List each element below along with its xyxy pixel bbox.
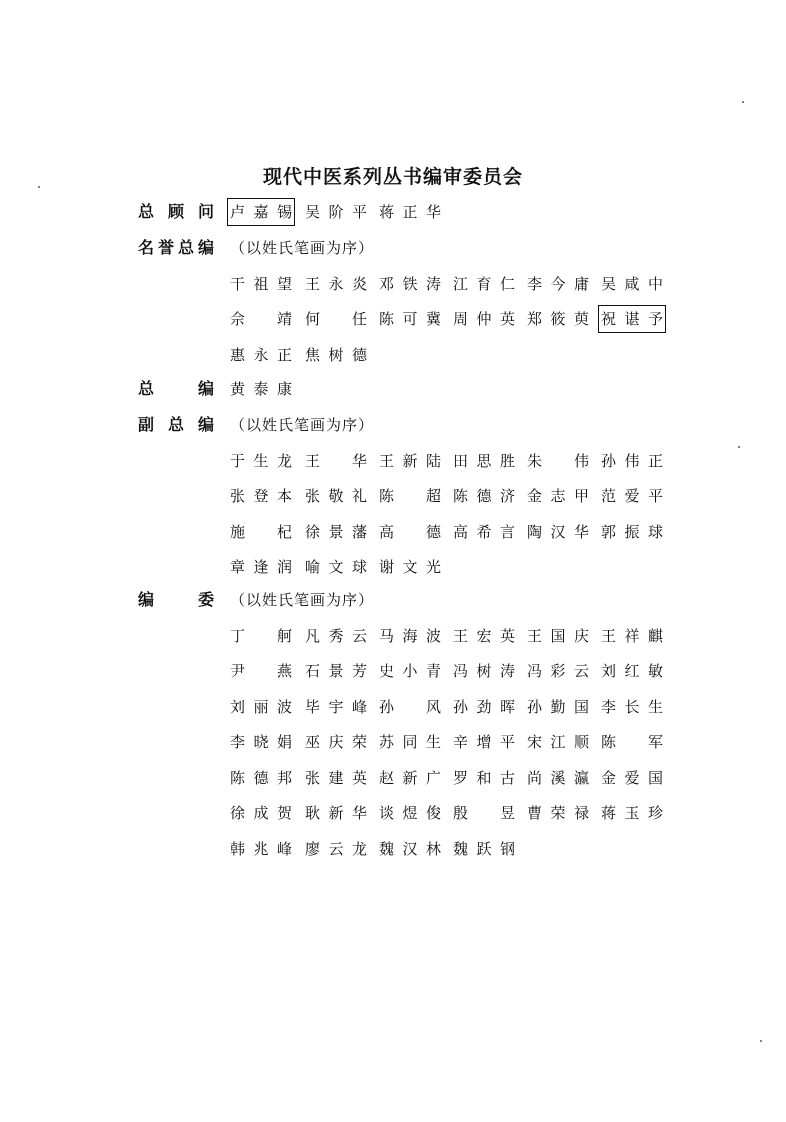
- member-name: 郭 振 球: [601, 522, 663, 541]
- member-name: 喻 文 球: [305, 558, 367, 576]
- member-name: 廖 云 龙: [305, 839, 367, 858]
- member-name: 陈 可 冀: [379, 310, 441, 328]
- member-name: 高 希 言: [453, 522, 515, 541]
- member-name: 马 海 波: [379, 626, 441, 645]
- member-name: 殷 昱: [453, 804, 515, 822]
- member-name: 冯 树 涛: [453, 662, 515, 680]
- member-name: 蒋 正 华: [379, 203, 441, 221]
- member-name: 徐 成 贺: [230, 804, 292, 822]
- member-name: 韩 兆 峰: [230, 839, 292, 858]
- member-name: 尚 溪 瀛: [527, 768, 589, 787]
- section-role: 总 顾 问: [138, 202, 214, 221]
- member-name: 丁 舸: [230, 626, 292, 645]
- member-name: 谈 煜 俊: [379, 804, 441, 822]
- section-note: （以姓氏笔画为序）: [230, 239, 375, 257]
- member-name: 毕 宇 峰: [305, 697, 367, 716]
- member-name: 耿 新 华: [305, 804, 367, 822]
- member-name: 黄 泰 康: [230, 380, 292, 398]
- member-name: 王 华: [305, 451, 367, 470]
- member-name: 吴 咸 中: [601, 274, 663, 293]
- member-name: 凡 秀 云: [305, 626, 367, 645]
- member-name: 辛 增 平: [453, 733, 515, 751]
- section-note: （以姓氏笔画为序）: [230, 591, 375, 609]
- section-role: 副 总 编: [138, 415, 214, 434]
- member-name: 李 晓 娟: [230, 733, 292, 751]
- page-title: 现代中医系列丛书编审委员会: [262, 166, 523, 188]
- member-name: 孙 风: [379, 697, 441, 716]
- member-name: 周 仲 英: [453, 310, 515, 328]
- member-name: 吴 阶 平: [305, 203, 367, 221]
- member-name: 范 爱 平: [601, 487, 663, 505]
- member-name: 张 敬 礼: [305, 487, 367, 505]
- member-name: 罗 和 古: [453, 768, 515, 787]
- member-name: 宋 江 顺: [527, 733, 589, 751]
- member-name: 徐 景 藩: [305, 522, 367, 541]
- member-name: 卢 嘉 锡: [230, 203, 292, 221]
- member-name: 陶 汉 华: [527, 522, 589, 541]
- section-role: 编 委: [138, 590, 214, 609]
- member-name: 冯 彩 云: [527, 662, 589, 680]
- member-name: 干 祖 望: [230, 274, 292, 293]
- member-name: 孙 伟 正: [601, 451, 663, 470]
- member-name: 赵 新 广: [379, 768, 441, 787]
- member-name: 王 永 炎: [305, 274, 367, 293]
- member-name: 陈 德 邦: [230, 768, 292, 787]
- member-name: 巫 庆 荣: [305, 733, 367, 751]
- member-name: 刘 红 敏: [601, 662, 663, 680]
- member-name: 张 建 英: [305, 768, 367, 787]
- member-name: 孙 劲 晖: [453, 697, 515, 716]
- member-name: 王 祥 麒: [601, 626, 663, 645]
- member-name: 施 杞: [230, 522, 292, 541]
- section-role: 名 誉 总 编: [138, 238, 214, 257]
- scan-speck: [760, 1040, 762, 1042]
- member-name: 王 新 陆: [379, 451, 441, 470]
- member-name: 于 生 龙: [230, 451, 292, 470]
- member-name: 焦 树 德: [305, 345, 367, 364]
- member-name: 高 德: [379, 522, 441, 541]
- member-name: 苏 同 生: [379, 733, 441, 751]
- member-name: 谢 文 光: [379, 558, 441, 576]
- member-name: 曹 荣 禄: [527, 804, 589, 822]
- member-name: 张 登 本: [230, 487, 292, 505]
- member-name: 王 国 庆: [527, 626, 589, 645]
- scan-speck: [738, 446, 740, 448]
- member-name: 惠 永 正: [230, 345, 292, 364]
- member-name: 陈 超: [379, 487, 441, 505]
- scan-speck: [38, 186, 40, 188]
- member-name: 金 志 甲: [527, 487, 589, 505]
- member-name: 何 任: [305, 310, 367, 328]
- scan-speck: [742, 101, 744, 103]
- member-name: 章 逢 润: [230, 558, 292, 576]
- member-name: 田 思 胜: [453, 451, 515, 470]
- member-name: 郑 筱 萸: [527, 310, 589, 328]
- member-name: 石 景 芳: [305, 662, 367, 680]
- member-name: 陈 德 济: [453, 487, 515, 505]
- member-name: 史 小 青: [379, 662, 441, 680]
- member-name: 陈 军: [601, 733, 663, 751]
- member-name: 刘 丽 波: [230, 697, 292, 716]
- section-role: 总 编: [138, 379, 214, 398]
- member-name: 魏 跃 钢: [453, 839, 515, 858]
- member-name: 孙 勤 国: [527, 697, 589, 716]
- member-name: 魏 汉 林: [379, 839, 441, 858]
- member-name: 王 宏 英: [453, 626, 515, 645]
- member-name: 金 爱 国: [601, 768, 663, 787]
- member-name: 蒋 玉 珍: [601, 804, 663, 822]
- section-note: （以姓氏笔画为序）: [230, 416, 375, 434]
- member-name: 祝 谌 予: [601, 310, 663, 328]
- member-name: 江 育 仁: [453, 274, 515, 293]
- member-name: 李 今 庸: [527, 274, 589, 293]
- member-name: 佘 靖: [230, 310, 292, 328]
- member-name: 李 长 生: [601, 697, 663, 716]
- member-name: 邓 铁 涛: [379, 274, 441, 293]
- member-name: 尹 燕: [230, 662, 292, 680]
- member-name: 朱 伟: [527, 451, 589, 470]
